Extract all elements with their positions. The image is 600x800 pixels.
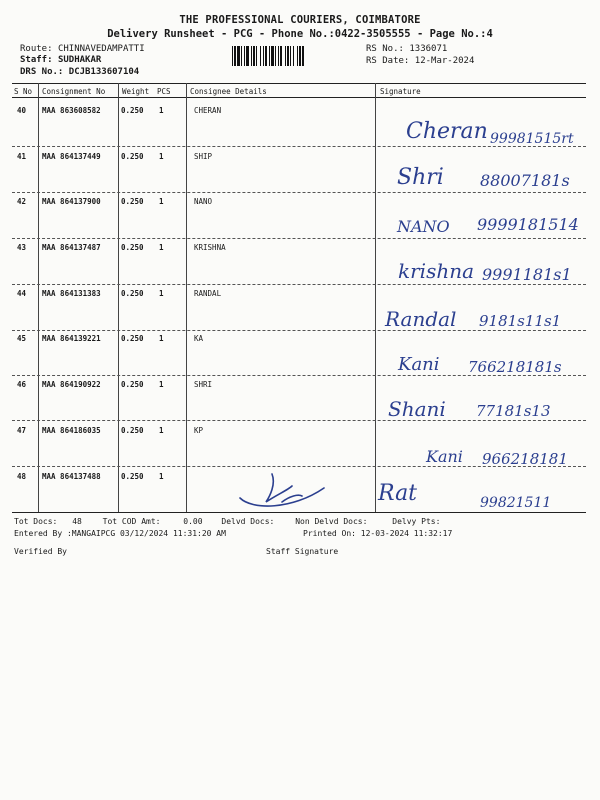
signature-name: Kani bbox=[398, 354, 440, 375]
signature-row-47 bbox=[424, 440, 594, 470]
barcode-bar bbox=[290, 46, 291, 66]
table-bottom-rule bbox=[12, 512, 586, 513]
tot-cod-value: 0.00 bbox=[183, 517, 203, 526]
row-sno: 41 bbox=[17, 152, 27, 161]
barcode-bar bbox=[241, 46, 242, 66]
rs-date-line bbox=[366, 56, 474, 66]
row-pcs: 1 bbox=[159, 152, 164, 161]
drs-label: DRS No.: bbox=[20, 67, 64, 77]
row-consignment: MAA 864186035 bbox=[42, 426, 101, 435]
barcode-bar bbox=[260, 46, 261, 66]
table-header-rule bbox=[12, 97, 586, 98]
signature-name: Cheran bbox=[406, 119, 488, 144]
row-pcs: 1 bbox=[159, 426, 164, 435]
row-separator bbox=[12, 192, 586, 193]
row-pcs: 1 bbox=[159, 243, 164, 252]
row-weight: 0.250 bbox=[121, 426, 144, 435]
barcode-bar bbox=[271, 46, 274, 66]
signature-phone: 99981515rt bbox=[490, 131, 574, 147]
barcode-bar bbox=[263, 46, 264, 66]
route-label: Route: bbox=[20, 44, 53, 54]
company-title: THE PROFESSIONAL COURIERS, COIMBATORE bbox=[179, 14, 421, 26]
row-sno: 42 bbox=[17, 197, 27, 206]
signature-name: Shri bbox=[397, 165, 444, 190]
barcode-bar bbox=[237, 46, 240, 66]
row-weight: 0.250 bbox=[121, 243, 144, 252]
row-pcs: 1 bbox=[159, 289, 164, 298]
row-consignment: MAA 864137449 bbox=[42, 152, 101, 161]
row-separator bbox=[12, 238, 586, 239]
drs-line bbox=[20, 67, 139, 77]
tot-docs-value: 48 bbox=[72, 517, 82, 526]
table-top-rule bbox=[12, 83, 586, 84]
row-sno: 45 bbox=[17, 334, 27, 343]
barcode-bar bbox=[251, 46, 252, 66]
row-sno: 46 bbox=[17, 380, 27, 389]
row-consignment: MAA 863608582 bbox=[42, 106, 101, 115]
col-header-consignee: Consignee Details bbox=[190, 87, 267, 96]
barcode-bar bbox=[232, 46, 233, 66]
col-header-consignment: Consignment No bbox=[42, 87, 106, 96]
row-consignment: MAA 864137487 bbox=[42, 243, 101, 252]
staff-signature-label: Staff Signature bbox=[266, 547, 339, 556]
rs-no-value: 1336071 bbox=[409, 44, 448, 54]
signature-phone: 966218181 bbox=[482, 450, 568, 468]
barcode-bar bbox=[269, 46, 270, 66]
column-divider bbox=[186, 83, 187, 512]
row-sno: 47 bbox=[17, 426, 27, 435]
staff-label: Staff: bbox=[20, 55, 53, 65]
drs-value: DCJB133607104 bbox=[68, 67, 140, 77]
entered-by: Entered By :MANGAIPCG 03/12/2024 11:31:20 AM bbox=[14, 529, 226, 538]
row-consignee: SHIP bbox=[194, 152, 213, 161]
rs-date-value: 12-Mar-2024 bbox=[414, 56, 475, 66]
signature-phone: 9999181514 bbox=[477, 215, 579, 234]
staff-line bbox=[20, 55, 101, 65]
rs-no-label: RS No.: bbox=[366, 44, 404, 54]
row-weight: 0.250 bbox=[121, 289, 144, 298]
row-consignment: MAA 864190922 bbox=[42, 380, 101, 389]
signature-row-45 bbox=[396, 348, 586, 378]
signature-row-46 bbox=[380, 392, 575, 426]
row-consignee: CHERAN bbox=[194, 106, 222, 115]
delvy-pts-label: Delvy Pts: bbox=[392, 517, 441, 526]
barcode-bar bbox=[265, 46, 267, 66]
delivery-scribble-signature bbox=[232, 466, 342, 510]
staff-value: SUDHAKAR bbox=[57, 55, 102, 65]
signature-row-42 bbox=[395, 208, 590, 238]
signature-phone: 9991181s1 bbox=[482, 265, 572, 284]
row-sno: 43 bbox=[17, 243, 27, 252]
signature-row-48 bbox=[376, 476, 576, 512]
signature-phone: 88007181s bbox=[480, 171, 570, 190]
row-weight: 0.250 bbox=[121, 152, 144, 161]
signature-phone: 9181s11s1 bbox=[479, 312, 562, 330]
column-divider bbox=[38, 83, 39, 512]
row-sno: 40 bbox=[17, 106, 27, 115]
tot-docs-label: Tot Docs: bbox=[14, 517, 58, 526]
row-consignee: NANO bbox=[194, 197, 213, 206]
rs-date-label: RS Date: bbox=[366, 56, 410, 66]
row-consignment: MAA 864131383 bbox=[42, 289, 101, 298]
printed-on: Printed On: 12-03-2024 11:32:17 bbox=[303, 529, 453, 538]
row-consignee: KA bbox=[194, 334, 204, 343]
signature-row-44 bbox=[383, 302, 573, 332]
barcode-bar bbox=[275, 46, 276, 66]
column-divider bbox=[118, 83, 119, 512]
row-pcs: 1 bbox=[159, 334, 164, 343]
barcode-bar bbox=[297, 46, 298, 66]
row-consignee: KRISHNA bbox=[194, 243, 226, 252]
signature-name: NANO bbox=[397, 217, 450, 236]
barcode-bar bbox=[287, 46, 289, 66]
row-pcs: 1 bbox=[159, 380, 164, 389]
barcode-bar bbox=[293, 46, 294, 66]
barcode-bar bbox=[302, 46, 304, 66]
row-consignee: RANDAL bbox=[194, 289, 222, 298]
barcode-bar bbox=[280, 46, 282, 66]
signature-row-41 bbox=[395, 162, 585, 192]
barcode-bar bbox=[244, 46, 245, 66]
row-sno: 44 bbox=[17, 289, 27, 298]
row-weight: 0.250 bbox=[121, 334, 144, 343]
signature-phone: 77181s13 bbox=[476, 402, 551, 420]
row-consignment: MAA 864139221 bbox=[42, 334, 101, 343]
row-pcs: 1 bbox=[159, 472, 164, 481]
barcode-bar bbox=[256, 46, 257, 66]
route-value: CHINNAVEDAMPATTI bbox=[57, 44, 145, 54]
non-delvd-docs-label: Non Delvd Docs: bbox=[295, 517, 368, 526]
delvd-docs-label: Delvd Docs: bbox=[221, 517, 275, 526]
route-line bbox=[20, 44, 145, 54]
row-pcs: 1 bbox=[159, 106, 164, 115]
barcode-image bbox=[232, 46, 360, 66]
barcode-bar bbox=[246, 46, 249, 66]
barcode-bar bbox=[299, 46, 301, 66]
col-header-signature: Signature bbox=[380, 87, 421, 96]
row-consignee: SHRI bbox=[194, 380, 213, 389]
signature-name: Randal bbox=[385, 307, 457, 331]
row-weight: 0.250 bbox=[121, 380, 144, 389]
row-weight: 0.250 bbox=[121, 106, 144, 115]
row-consignment: MAA 864137900 bbox=[42, 197, 101, 206]
rs-no-line bbox=[366, 44, 447, 54]
totals-line bbox=[14, 517, 440, 526]
barcode-bar bbox=[253, 46, 255, 66]
signature-name: Shani bbox=[388, 397, 446, 421]
row-sno: 48 bbox=[17, 472, 27, 481]
column-divider bbox=[375, 83, 376, 512]
col-header-weight: Weight bbox=[122, 87, 150, 96]
row-weight: 0.250 bbox=[121, 197, 144, 206]
barcode-bar bbox=[278, 46, 279, 66]
signature-row-43 bbox=[396, 256, 586, 286]
row-consignee: KP bbox=[194, 426, 204, 435]
signature-name: krishna bbox=[398, 259, 475, 283]
verified-by-label: Verified By bbox=[14, 547, 67, 556]
signature-name: Kani bbox=[426, 447, 463, 466]
signature-phone: 766218181s bbox=[468, 358, 562, 376]
tot-cod-label: Tot COD Amt: bbox=[102, 517, 161, 526]
row-weight: 0.250 bbox=[121, 472, 144, 481]
barcode-bar bbox=[234, 46, 236, 66]
row-pcs: 1 bbox=[159, 197, 164, 206]
runsheet-subtitle: Delivery Runsheet - PCG - Phone No.:0422-3505555 - Page No.:4 bbox=[107, 28, 493, 40]
col-header-pcs: PCS bbox=[157, 87, 171, 96]
row-consignment: MAA 864137488 bbox=[42, 472, 101, 481]
signature-phone: 99821511 bbox=[480, 495, 552, 511]
signature-name: Rat bbox=[378, 481, 418, 506]
col-header-sno: S No bbox=[14, 87, 33, 96]
barcode-bar bbox=[285, 46, 286, 66]
signature-row-40 bbox=[398, 116, 588, 146]
